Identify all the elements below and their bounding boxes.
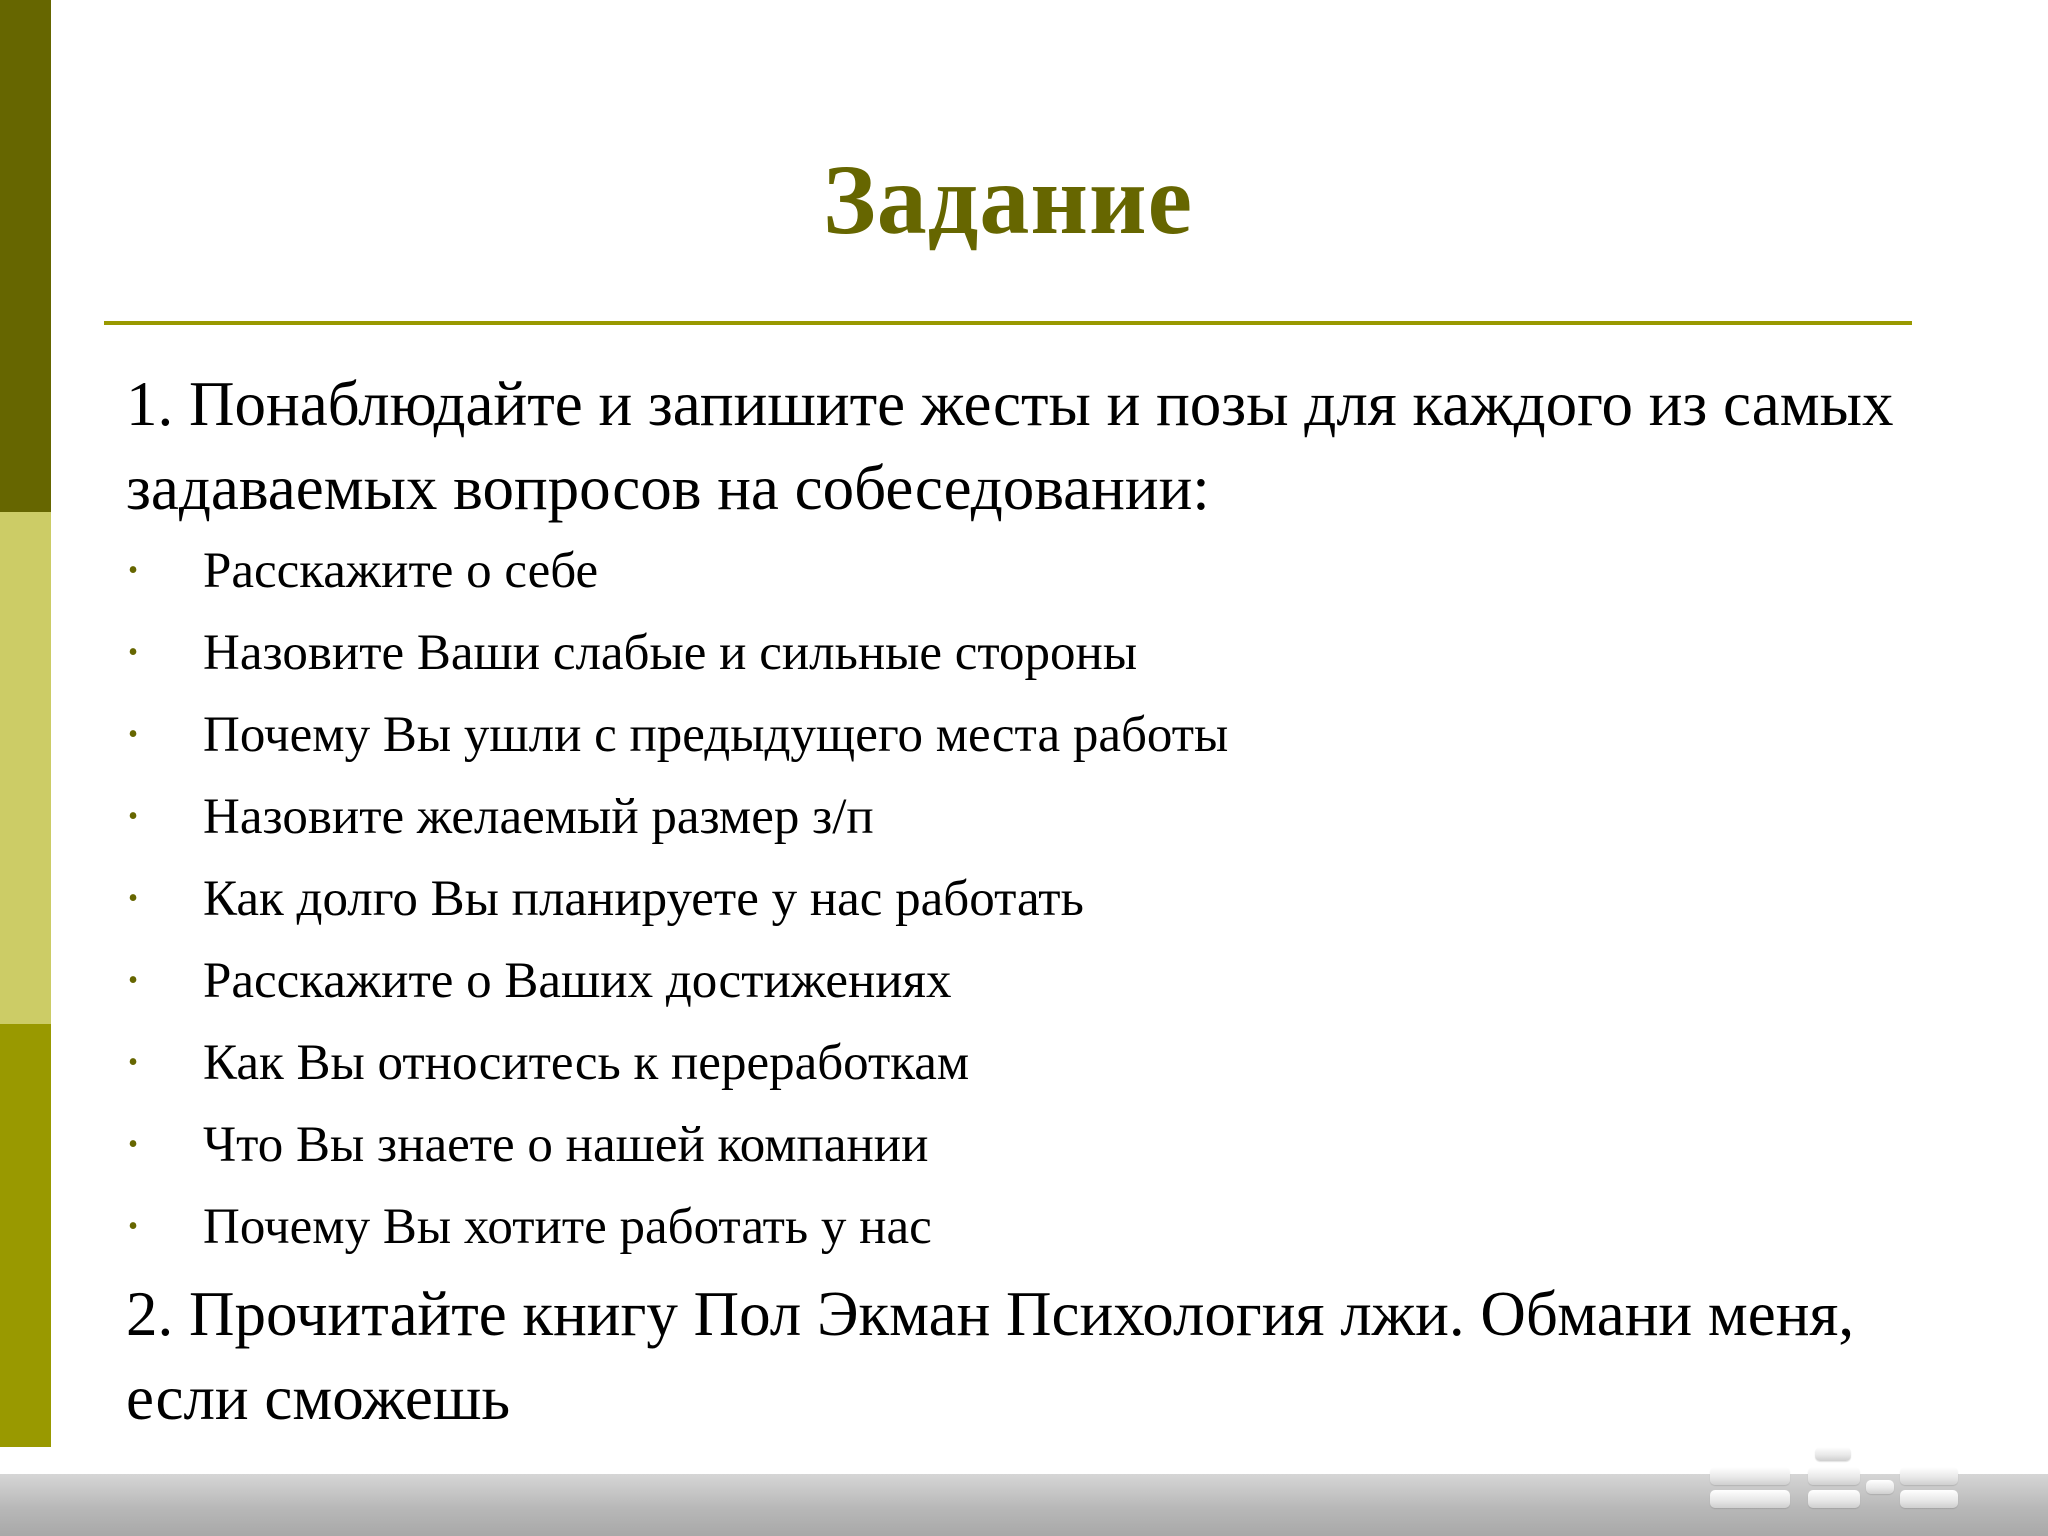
bullet-icon: • — [128, 1047, 138, 1078]
deco-block — [1808, 1467, 1860, 1485]
list-item — [126, 1104, 1916, 1186]
slide-title: Задание — [823, 144, 1193, 255]
deco-block — [1815, 1447, 1851, 1461]
question-text: Назовите Ваши слабые и сильные стороны — [203, 625, 1138, 681]
list-item — [126, 940, 1916, 1022]
task-1-text: 1. Понаблюдайте и запишите жесты и позы для каждого из самых задаваемых вопросов на собеседовании: — [126, 369, 1894, 523]
deco-block — [1866, 1480, 1894, 1494]
bullet-icon: • — [128, 801, 138, 832]
side-bar-dark — [0, 0, 51, 512]
list-item — [126, 694, 1916, 776]
deco-block — [1808, 1490, 1860, 1508]
list-item — [126, 1186, 1916, 1268]
question-text: Расскажите о Ваших достижениях — [203, 953, 952, 1009]
question-text: Как Вы относитесь к переработкам — [203, 1035, 970, 1091]
list-item — [126, 1022, 1916, 1104]
list-item — [126, 776, 1916, 858]
question-text: Расскажите о себе — [203, 543, 599, 599]
title-divider — [104, 321, 1912, 325]
bullet-icon: • — [128, 555, 138, 586]
bullet-icon: • — [128, 883, 138, 914]
side-bar-olive — [0, 1024, 51, 1447]
bullet-icon: • — [128, 719, 138, 750]
question-text: Как долго Вы планируете у нас работать — [203, 871, 1084, 927]
question-text: Почему Вы ушли с предыдущего места работы — [203, 707, 1229, 763]
list-item — [126, 530, 1916, 612]
deco-block — [1710, 1467, 1790, 1485]
list-item — [126, 858, 1916, 940]
list-item — [126, 612, 1916, 694]
deco-block — [1900, 1490, 1958, 1508]
bullet-icon: • — [128, 637, 138, 668]
side-bar-light — [0, 512, 51, 1024]
question-text: Почему Вы хотите работать у нас — [203, 1199, 932, 1255]
question-text: Назовите желаемый размер з/п — [203, 789, 874, 845]
bullet-icon: • — [128, 965, 138, 996]
deco-block — [1900, 1467, 1958, 1485]
task-2-text: 2. Прочитайте книгу Пол Экман Психология лжи. Обмани меня, если сможешь — [126, 1279, 1855, 1433]
question-text: Что Вы знаете о нашей компании — [203, 1117, 929, 1173]
bullet-icon: • — [128, 1129, 138, 1160]
slide-content — [126, 362, 1916, 1440]
deco-block — [1710, 1490, 1790, 1508]
question-list — [126, 530, 1916, 1268]
bullet-icon: • — [128, 1211, 138, 1242]
